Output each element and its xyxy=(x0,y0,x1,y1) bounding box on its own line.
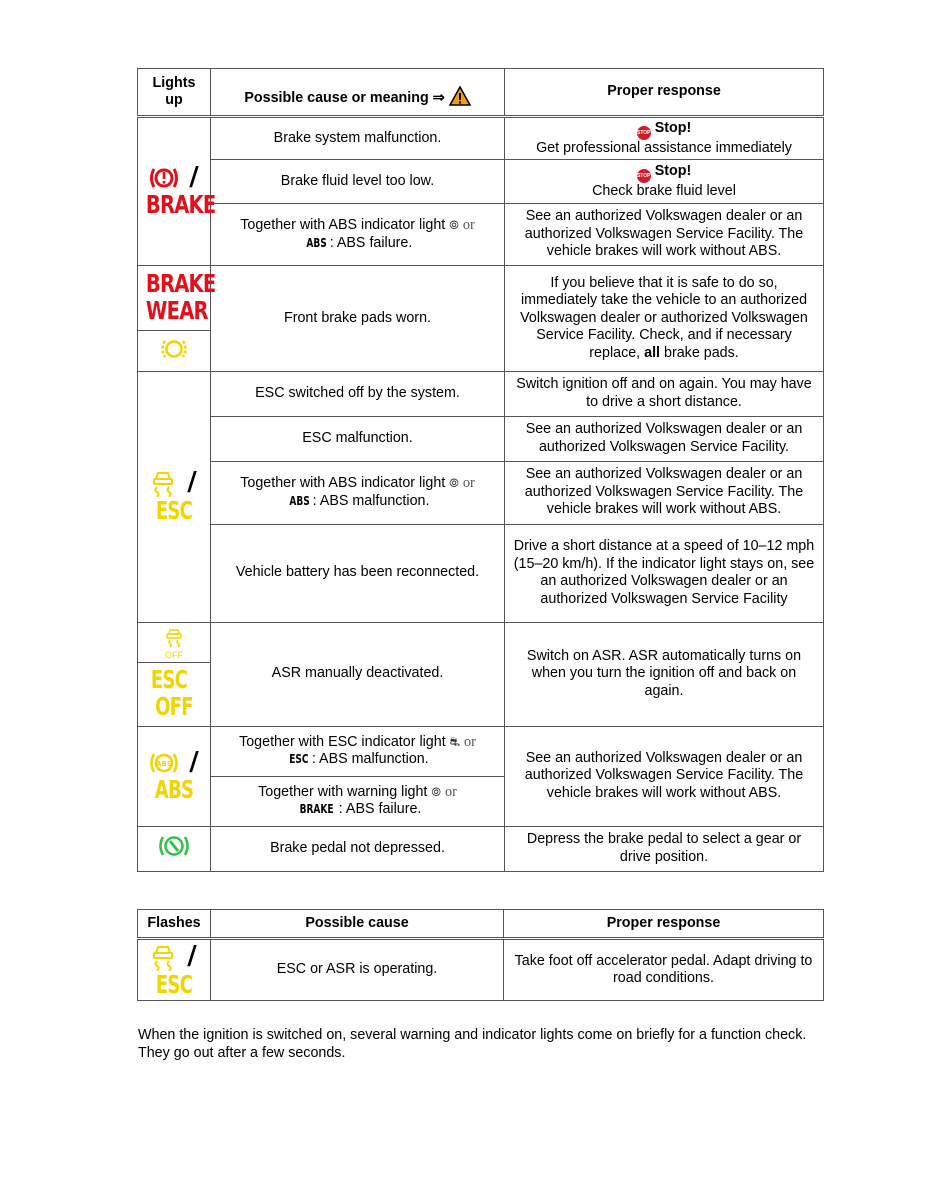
esc-flash-icon-cell xyxy=(138,939,211,1001)
abs-warning-icon xyxy=(149,750,179,776)
cause-cell: ESC switched off by the system. xyxy=(211,371,505,416)
brake-indicator-icon: ⦾ xyxy=(431,784,441,799)
brake-icon-cell xyxy=(138,117,216,266)
cause-text: Together with ABS indicator light xyxy=(240,217,446,233)
cause-cell xyxy=(211,461,505,524)
wear-text-icon: WEAR xyxy=(145,296,208,325)
esc-label-icon: ESC xyxy=(289,752,309,766)
response-cell: Drive a short distance at a speed of 10–12 mph (15–20 km/h). If the indicator light stays on, see an authorized Volkswagen dealer or an authorized Volkswagen Service Facility xyxy=(505,524,824,622)
cause-text: Together with ABS indicator light xyxy=(240,475,446,491)
response-text: If you believe that it is safe to do so, immediately take the vehicle to an authorized Volkswagen dealer or authorized Volkswagen Service Facility. Check, and if necessary replace, xyxy=(520,274,808,361)
esc-icon-cell xyxy=(138,371,211,622)
esc-text-icon: ESC xyxy=(150,665,188,695)
response-cell: See an authorized Volkswagen dealer or an authorized Volkswagen Service Facility. The vehicle brakes will work without ABS. xyxy=(505,461,824,524)
cause-cell: Brake fluid level too low. xyxy=(211,160,505,204)
col-header-cause xyxy=(211,69,505,117)
flashing-lights-table xyxy=(137,909,824,1001)
esc-off-skid-car-icon xyxy=(163,628,185,648)
footnote-paragraph: When the ignition is switched on, several warning and indicator lights come on briefly for a function check. They go out after a few seconds. xyxy=(138,1027,807,1061)
or-word: or xyxy=(462,475,475,491)
cause-cell: Brake pedal not depressed. xyxy=(211,826,505,871)
brake-text-icon: BRAKE xyxy=(145,190,216,219)
stop-label: Stop! xyxy=(654,119,692,136)
cause-cell: Vehicle battery has been reconnected. xyxy=(211,524,505,622)
brake-pad-wear-icon xyxy=(159,337,189,361)
response-text: brake pads. xyxy=(660,344,739,361)
off-text-icon: OFF xyxy=(155,692,193,722)
svg-text:ABS: ABS xyxy=(156,759,173,768)
stop-icon: STOP xyxy=(637,126,651,140)
cause-text: Together with ESC indicator light xyxy=(239,733,446,750)
brake-warning-icon xyxy=(149,165,179,191)
asr-off-icon-cell xyxy=(138,622,211,726)
cause-text: : ABS failure. xyxy=(338,801,422,817)
cause-cell: ASR manually deactivated. xyxy=(211,622,505,726)
abs-label-icon: ABS xyxy=(306,235,327,250)
slash-divider: / xyxy=(189,162,199,193)
response-cell: See an authorized Volkswagen dealer or an authorized Volkswagen Service Facility. The vehicle brakes will work without ABS. xyxy=(505,204,824,266)
abs-text-icon: ABS xyxy=(154,774,194,804)
cause-cell xyxy=(211,726,505,776)
abs-indicator-icon: ⦾ xyxy=(449,476,459,490)
cause-text: : ABS malfunction. xyxy=(311,751,429,767)
response-cell: Take foot off accelerator pedal. Adapt driving to road conditions. xyxy=(504,939,824,1001)
cause-text: : ABS failure. xyxy=(329,234,413,251)
col-header-cause-label: Possible cause or meaning ⇒ xyxy=(244,89,445,106)
esc-skid-car-icon xyxy=(151,943,175,971)
cause-cell: ESC or ASR is operating. xyxy=(211,939,504,1001)
response-cell xyxy=(505,266,824,372)
esc-indicator-icon: ⛐ xyxy=(449,734,461,749)
off-small-label: OFF xyxy=(165,650,183,661)
indicator-lights-table xyxy=(137,68,824,872)
response-text: Check brake fluid level xyxy=(592,182,736,199)
abs-indicator-icon: ⦾ xyxy=(449,218,459,232)
cause-cell: ESC malfunction. xyxy=(211,416,505,461)
cause-cell: Brake system malfunction. xyxy=(211,117,505,160)
response-text: Get professional assistance immediately xyxy=(536,139,792,156)
response-cell: Switch on ASR. ASR automatically turns on when you turn the ignition off and back on again. xyxy=(505,622,824,726)
esc-text-icon: ESC xyxy=(155,496,193,525)
brake-wear-icon-cell xyxy=(138,266,216,372)
or-word: or xyxy=(464,733,476,750)
stop-label: Stop! xyxy=(654,162,692,179)
cause-cell: Front brake pads worn. xyxy=(211,266,505,372)
response-cell: Switch ignition off and on again. You may have to drive a short distance. xyxy=(505,371,824,416)
response-cell xyxy=(505,117,824,160)
warning-triangle-icon xyxy=(449,86,471,106)
col-header-cause: Possible cause xyxy=(211,910,504,939)
brake-label-icon: BRAKE xyxy=(299,802,334,816)
brake-text-icon: BRAKE xyxy=(145,269,216,298)
cause-cell xyxy=(211,204,505,266)
response-cell xyxy=(505,160,824,204)
slash-divider: / xyxy=(187,940,197,971)
slash-divider: / xyxy=(189,746,199,777)
response-cell: See an authorized Volkswagen dealer or an authorized Volkswagen Service Facility. The vehicle brakes will work without ABS. xyxy=(505,726,824,826)
cause-text: : ABS malfunction. xyxy=(312,492,430,509)
esc-text-icon: ESC xyxy=(155,969,193,999)
response-bold: all xyxy=(644,344,661,361)
response-cell: Depress the brake pedal to select a gear or drive position. xyxy=(505,826,824,871)
col-header-flashes: Flashes xyxy=(138,910,211,939)
or-word: or xyxy=(462,217,475,233)
abs-icon-cell xyxy=(138,726,211,826)
col-header-response: Proper response xyxy=(505,69,824,117)
brake-pedal-icon xyxy=(158,832,190,860)
or-word: or xyxy=(444,783,457,800)
stop-icon: STOP xyxy=(637,169,651,183)
slash-divider: / xyxy=(187,467,197,498)
esc-skid-car-icon xyxy=(151,469,175,497)
pedal-icon-cell xyxy=(138,826,211,871)
col-header-lights: Lights up xyxy=(138,69,211,117)
response-cell: See an authorized Volkswagen dealer or an authorized Volkswagen Service Facility. xyxy=(505,416,824,461)
col-header-response: Proper response xyxy=(504,910,824,939)
abs-label-icon: ABS xyxy=(288,493,310,508)
cause-text: Together with warning light xyxy=(258,783,428,800)
cause-cell xyxy=(211,776,505,826)
